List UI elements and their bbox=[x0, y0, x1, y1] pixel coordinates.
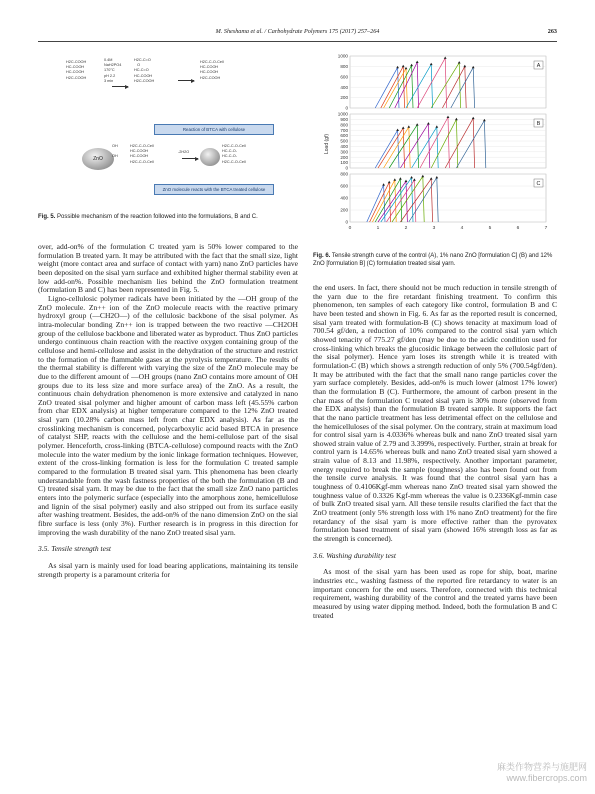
peak-marker-B-2 bbox=[402, 126, 405, 128]
peak-marker-A-6 bbox=[430, 63, 433, 65]
fig5-text: Possible mechanism of the reaction followed into the formulations, B and C. bbox=[55, 214, 258, 220]
ytick-label-A: 800 bbox=[340, 64, 348, 69]
y-axis-label: Load (gf) bbox=[324, 133, 330, 155]
scheme-zno-complex: H2C-C-O-Cell HC-C-O- HC-C-O- H2C-C-O-Cell bbox=[222, 144, 246, 164]
tensile-curve-B-9 bbox=[445, 118, 474, 168]
panel-label-B: B bbox=[536, 121, 541, 128]
scheme-top-band: Reaction of BTCA with cellulose bbox=[154, 124, 274, 135]
scheme-arrow-3 bbox=[182, 158, 198, 159]
watermark-line-2: www.fibercrops.com bbox=[506, 773, 587, 783]
peak-marker-C-4 bbox=[399, 177, 402, 179]
tensile-curve-B-10 bbox=[456, 120, 485, 168]
ytick-label-C: 800 bbox=[340, 171, 348, 177]
right-paragraph-2: As most of the sisal yarn has been used as rope for ship, boat, marine industries etc., washing fastness of the reported fire retardancy to water is an important concern for the end users. Therefore, connected with this technical requirement, washing durability of the control and the treated yarns have been measured by using water dipping method. Indeed, both the formulation B and C treated bbox=[313, 567, 557, 620]
ytick-label-A: 0 bbox=[345, 105, 348, 111]
xtick-label: 3 bbox=[432, 226, 436, 231]
ytick-label-A: 400 bbox=[340, 84, 348, 90]
peak-marker-C-10 bbox=[435, 176, 438, 178]
ytick-label-B: 900 bbox=[340, 117, 348, 122]
left-paragraph-3: As sisal yarn is mainly used for load bearing applications, maintaining its tensile strength property is a paramount criteria for bbox=[38, 560, 298, 579]
peak-marker-A-8 bbox=[458, 61, 461, 63]
peak-marker-A-3 bbox=[405, 67, 408, 69]
tensile-curve-C-4 bbox=[375, 179, 402, 222]
peak-marker-C-7 bbox=[413, 178, 416, 180]
right-column bbox=[313, 284, 557, 620]
fig5-caption bbox=[38, 214, 298, 220]
header-rule bbox=[38, 41, 557, 42]
left-paragraph-1: over, add-on% of the formulation C treated yarn is 50% lower compared to the formulation B treated yarn. It may be attributed with the fact that the small size, light weight (more contact area and surface of contact with yarn) nano ZnO particles have been deposited on the sisal yarn surface and exhibited higher thermal stability even at low add-on%. Possible mechanism lies behind the ZnO formulation treatment (formulation B and C) has been represented in Fig. 5. bbox=[38, 242, 298, 295]
peak-marker-A-2 bbox=[402, 65, 405, 67]
scheme-crosslinked: H2C-C-O-Cell HC-COOH HC-COOH H2C-C-O-Cell bbox=[130, 144, 154, 164]
ytick-label-C: 0 bbox=[345, 219, 348, 225]
tensile-curve-A-6 bbox=[406, 64, 433, 108]
peak-marker-A-9 bbox=[463, 65, 466, 67]
ytick-label-B: 1000 bbox=[337, 111, 348, 117]
peak-marker-A-5 bbox=[416, 61, 419, 63]
peak-marker-C-8 bbox=[421, 175, 424, 177]
journal-citation: M. Sheshama et al. / Carbohydrate Polymers 175 (2017) 257–264 bbox=[215, 28, 380, 35]
fig5-label: Fig. 5. bbox=[38, 214, 56, 220]
section-3-5-heading: 3.5. Tensile strength test bbox=[38, 544, 112, 554]
xtick-label: 5 bbox=[488, 226, 492, 231]
fig6-caption bbox=[313, 252, 557, 268]
fig6-label: Fig. 6. bbox=[313, 253, 331, 259]
scheme-bottom-band: ZnO molecule reacts with the BTCA treated cellulose bbox=[154, 184, 274, 195]
section-3-6-heading: 3.6. Washing durability test bbox=[313, 550, 396, 560]
ytick-label-B: 300 bbox=[340, 149, 348, 155]
ytick-label-C: 200 bbox=[340, 207, 348, 213]
peak-marker-C-2 bbox=[388, 181, 391, 183]
peak-marker-C-1 bbox=[382, 183, 385, 185]
ytick-label-B: 700 bbox=[340, 127, 348, 133]
xtick-label: 2 bbox=[404, 226, 408, 231]
peak-marker-B-8 bbox=[455, 118, 458, 120]
right-paragraph-1: the end users. In fact, there should not be much reduction in tensile strength of the yarn due to the fire retardant finishing treatment. To confirm this phenomenon, ten samples of each category like control, formulation B and C have been tested and shown in Fig. 6. As far as the reported result is concerned, sisal yarn treated with formulation-B (C) shows tenacity at maximum load of 700.54 gf/den, a reduction of 10% compared to the control sisal yarn which showed tenacity of 775.27 gf/den (may be due to the acidic condition used for cross-linking which breaks the glucosidic linkage between the cellulosic part of the sisal polymer). Hence yarn loses its strength while it is treated with formulation-C (B) which shows a strength reduction of only 5% (700.54gf/den). It may be attributed with the fact that the small nano range particles cover the yarn surface completely. Besides, add-on% is much lower (almost 17% lower) than the formulation B (C). Furthermore, the amount of carbon present in the char mass of the formulation C treated sisal yarn is 30% more (observed from the EDX analysis) than the formulation B treated sample. It supports the fact that the nano particle treatment has less detrimental effect on the cellulose and the hemicelluloses of the sisal polymer. On the contrary, strain at maximum load for control sisal yarn is 4.0336% whereas bulk and nano ZnO treated sisal yarn showed strain value of 2.79 and 3.399%, respectively. Further, strain at break for control yarn is 14.65% whereas bulk and nano ZnO treated sisal yarn showed a strain value of 8.13 and 11.98%, respectively. Another important parameter, energy required to break the sample (toughness) also has been found out from the tensile curve analysis. It was found that the control sisal yarn has a toughness of 0.4106Kgf-mm whereas nano ZnO treated sisal yarn showed the toughness value of 0.3326 Kgf-mm whereas the value is 0.2336Kgf-mmin case of bulk ZnO treated sisal yarn. All these tensile results clarified the fact that the ZnO treatment (only 5% strength loss with 1% nano ZnO treatment) for the fire retardancy of the sisal yarn is more effective rather than the pyrovatex formulation based treatment of sisal yarn (showed 16% strength loss as far as the strength is concerned). bbox=[313, 283, 557, 544]
ytick-label-A: 200 bbox=[340, 95, 348, 101]
ytick-label-B: 200 bbox=[340, 154, 348, 160]
panel-label-C: C bbox=[536, 181, 541, 188]
zno-particle-bound bbox=[200, 148, 220, 166]
ytick-label-A: 1000 bbox=[337, 53, 348, 59]
left-column bbox=[38, 243, 298, 579]
peak-marker-B-9 bbox=[472, 117, 475, 119]
scheme-conditions: 0.4M NaH2PO4 170°C pH 2.2 3 min bbox=[104, 58, 122, 83]
fig6-svg bbox=[306, 52, 552, 244]
scheme-water-loss: -2H2O bbox=[178, 150, 190, 154]
page-number: 263 bbox=[547, 28, 557, 35]
ytick-label-B: 500 bbox=[340, 138, 348, 144]
tensile-curve-C-2 bbox=[370, 182, 391, 222]
peak-marker-C-5 bbox=[405, 180, 408, 182]
scheme-btca-structure: H2C-COOH HC-COOH HC-COOH H2C-COOH bbox=[66, 60, 87, 80]
scheme-anhydride: H2C-C=O O HC-C=O HC-COOH H2C-COOH bbox=[134, 58, 155, 83]
peak-marker-A-1 bbox=[396, 66, 399, 68]
xtick-label: 0 bbox=[348, 226, 352, 231]
xtick-label: 4 bbox=[460, 226, 464, 231]
xtick-label: 7 bbox=[544, 226, 548, 231]
fig6-tensile-chart bbox=[306, 52, 552, 244]
peak-marker-B-6 bbox=[435, 125, 438, 127]
peak-marker-C-6 bbox=[410, 176, 413, 178]
peak-marker-C-9 bbox=[430, 177, 433, 179]
running-header bbox=[38, 28, 557, 40]
xtick-label: 1 bbox=[376, 226, 380, 231]
ytick-label-C: 600 bbox=[340, 183, 348, 189]
ytick-label-B: 600 bbox=[340, 133, 348, 139]
zno-particle: ZnO bbox=[82, 148, 114, 170]
peak-marker-B-3 bbox=[407, 125, 410, 127]
tensile-curve-A-10 bbox=[451, 67, 475, 108]
peak-marker-B-7 bbox=[447, 116, 450, 118]
peak-marker-C-3 bbox=[393, 178, 396, 180]
scheme-ester: H2C-C-O-Cell HC-COOH HC-COOH H2C-COOH bbox=[200, 60, 224, 80]
watermark-line-1: 麻类作物营养与施肥网 bbox=[496, 762, 587, 772]
panel-label-A: A bbox=[536, 63, 541, 70]
fig5-reaction-scheme bbox=[60, 52, 280, 204]
ytick-label-A: 600 bbox=[340, 74, 348, 80]
peak-marker-B-5 bbox=[427, 122, 430, 124]
ytick-label-B: 0 bbox=[345, 165, 348, 171]
ytick-label-B: 400 bbox=[340, 144, 348, 149]
scheme-arrow-1 bbox=[112, 86, 128, 87]
ytick-label-B: 800 bbox=[340, 122, 348, 128]
tensile-curve-B-8 bbox=[431, 119, 458, 168]
left-paragraph-2: Ligno-cellulosic polymer radicals have been initiated by the —OH group of the ZnO molecule. Zn++ ion of the ZnO molecule reacts with the reactive primary hydroxyl group (—CH2O—) of the cellulosic backbone of the sisal polymer. As intra-molecular bonding Zn++ ion is trapped between the two reactive —CH2OH group of the cellulose backbone and liberated water as byproduct. Thus ZnO particles undergo continuous chain reaction with the reactive oxygen containing group of the cellulose and hemi-cellulose and assist in the dehydration of the structure and restrict to the formation of the flammable gases at the pyrolysis temperature. The results of the thermal stability is different with varying the size of the ZnO molecule may be due to the different amount of —OH groups (nano ZnO contains more amount of OH groups due to its less size and more surface area) of the ZnO. As a result, the continuous chain dehydration phenomenon is more extensive and catalyzed in nano ZnO treated sisal polymer and higher amount of carbon mass left (45.55% carbon from char EDX analysis) at higher temperature compared to the 12% ZnO treated sisal yarn (10.28% carbon mass left from char EDX analysis). As far as the crosslinking mechanism is concerned, polycarboxylic acid based BTCA in presence of catalyst SHP, reacts with the cellulose and the hemi-cellulose part of the sisal polymer. Henceforth, cross-linking (BTCA-cellulose) compound reacts with the ZnO molecule into the water medium by the ionic linkage formation techniques. However, extent of the cross-linking formation is less for the formulation C treated sample compared to the formulation B treated sisal yarn. This phenomena has been clearly understandable from the wash fastness properties of the both the formulation (B and C) treated sisal yarn. It may be due to the fact that the small size ZnO nano particles enters into the polymeric surface (especially into the amorphous zone, hemicellulose and lignin of the sisal polymer) easily and also stripped out from its surface easily after washing treatment. Besides, the add-on% of the nano dimension ZnO on the sial fibre surface is less (only 3%). Further research is in progress in this direction for improving the wash durability of the nano ZnO treated sisal yarn. bbox=[38, 293, 298, 537]
tensile-curve-B-2 bbox=[378, 128, 405, 168]
site-watermark bbox=[497, 762, 587, 784]
zno-hydroxyls: OH OH bbox=[112, 144, 118, 159]
xtick-label: 6 bbox=[516, 226, 520, 231]
peak-marker-A-7 bbox=[444, 56, 447, 58]
peak-marker-A-4 bbox=[410, 64, 413, 66]
peak-marker-B-4 bbox=[416, 123, 419, 125]
peak-marker-A-10 bbox=[472, 66, 475, 68]
scheme-arrow-2 bbox=[178, 80, 194, 81]
ytick-label-B: 100 bbox=[340, 160, 348, 166]
peak-marker-B-1 bbox=[396, 129, 399, 131]
fig6-text: Tensile strength curve of the control (A), 1% nano ZnO [formulation C] (B) and 12% ZnO [formulation B] (C) formulation treated sisal yarn. bbox=[313, 253, 553, 268]
ytick-label-C: 400 bbox=[340, 195, 348, 201]
